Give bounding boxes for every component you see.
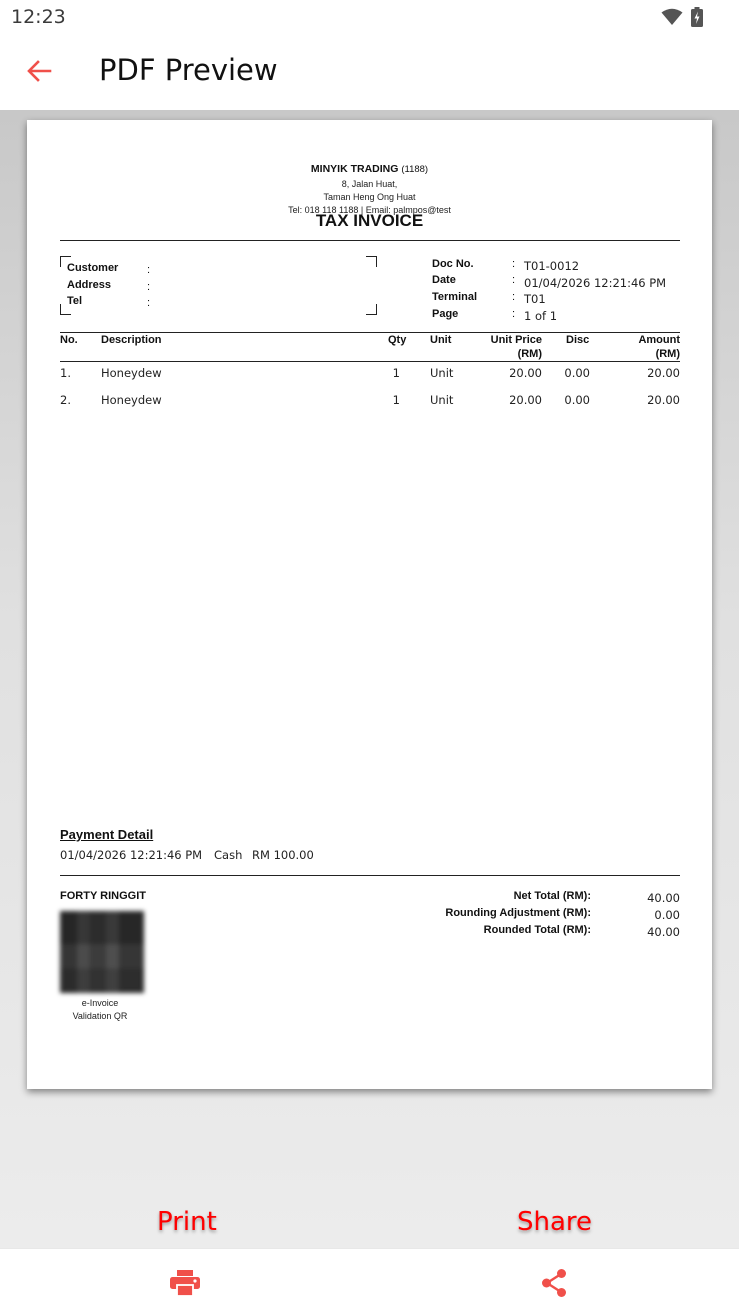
rounding-label: Rounding Adjustment (RM): <box>445 907 591 919</box>
col-unit-price-header: Unit Price <box>490 334 542 346</box>
company-reg: (1188) <box>401 164 429 175</box>
row-no: 2. <box>60 393 71 407</box>
status-time: 12:23 <box>11 6 66 28</box>
customer-label: Customer <box>67 262 119 274</box>
qr-caption <box>50 997 150 1023</box>
row-description: Honeydew <box>101 393 162 407</box>
col-unit-header: Unit <box>430 334 452 346</box>
bracket-corner <box>366 304 377 315</box>
page-label: Page <box>432 308 459 320</box>
colon: : <box>512 291 516 303</box>
share-label[interactable]: Share <box>517 1207 593 1237</box>
payment-datetime: 01/04/2026 12:21:46 PM <box>60 848 203 862</box>
wifi-icon <box>661 8 683 26</box>
share-icon <box>540 1268 568 1298</box>
row-qty: 1 <box>392 366 400 380</box>
col-no-header: No. <box>60 334 78 346</box>
payment-amount: RM 100.00 <box>252 848 314 862</box>
table-header-line <box>60 361 680 362</box>
row-unit: Unit <box>430 393 454 407</box>
rounded-total-label: Rounded Total (RM): <box>483 924 591 936</box>
doc-no-label: Doc No. <box>432 258 474 270</box>
row-disc: 0.00 <box>564 366 590 380</box>
row-unit-price: 20.00 <box>509 393 542 407</box>
row-amount: 20.00 <box>647 366 680 380</box>
row-unit-price: 20.00 <box>509 366 542 380</box>
qr-caption-line1: e-Invoice <box>81 998 119 1008</box>
qr-caption-line2: Validation QR <box>72 1011 128 1021</box>
company-contact: Tel: 018 118 1188 | Email: palmpos@test <box>288 205 451 215</box>
print-label[interactable]: Print <box>157 1207 217 1237</box>
arrow-back-icon <box>26 59 52 83</box>
tel-label: Tel <box>67 295 83 307</box>
invoice-title: TAX INVOICE <box>315 211 424 230</box>
status-bar <box>0 0 739 34</box>
col-amount-header: Amount <box>638 334 680 346</box>
net-total-value: 40.00 <box>647 891 680 905</box>
company-name-line <box>27 163 712 175</box>
row-qty: 1 <box>392 393 400 407</box>
page-title: PDF Preview <box>99 53 278 87</box>
address-label: Address <box>67 279 112 291</box>
doc-no-value: T01-0012 <box>524 259 580 273</box>
pdf-preview-area[interactable] <box>0 110 739 1248</box>
col-disc-header: Disc <box>566 334 590 346</box>
divider-line <box>60 875 680 876</box>
page-value: 1 of 1 <box>524 309 558 323</box>
colon: : <box>512 258 516 270</box>
colon: : <box>147 281 151 293</box>
table-top-line <box>60 332 680 333</box>
payment-method: Cash <box>214 848 243 862</box>
print-icon <box>170 1270 200 1296</box>
row-disc: 0.00 <box>564 393 590 407</box>
battery-charging-icon <box>691 7 703 27</box>
payment-detail-heading: Payment Detail <box>60 827 154 842</box>
col-qty-header: Qty <box>388 334 407 346</box>
company-address-1: 8, Jalan Huat, <box>341 179 398 189</box>
share-button[interactable] <box>536 1265 572 1301</box>
rounded-total-value: 40.00 <box>647 925 680 939</box>
company-address-2: Taman Heng Ong Huat <box>323 192 416 202</box>
bottom-action-bar <box>0 1248 739 1314</box>
date-value: 01/04/2026 12:21:46 PM <box>524 276 667 290</box>
print-button[interactable] <box>167 1265 203 1301</box>
row-amount: 20.00 <box>647 393 680 407</box>
status-icons <box>661 7 703 27</box>
colon: : <box>512 274 516 286</box>
col-unit-price-sub: (RM) <box>517 348 542 360</box>
app-bar <box>0 34 739 110</box>
row-no: 1. <box>60 366 71 380</box>
colon: : <box>512 308 516 320</box>
einvoice-qr-code <box>60 911 144 993</box>
col-description-header: Description <box>101 334 162 346</box>
terminal-value: T01 <box>524 292 546 306</box>
row-unit: Unit <box>430 366 454 380</box>
colon: : <box>147 297 151 309</box>
date-label: Date <box>432 274 456 286</box>
pdf-page <box>27 120 712 1089</box>
col-amount-sub: (RM) <box>655 348 680 360</box>
amount-in-words: FORTY RINGGIT <box>60 890 146 902</box>
colon: : <box>147 264 151 276</box>
back-button[interactable] <box>22 54 56 88</box>
bracket-corner <box>366 256 377 267</box>
rounding-value: 0.00 <box>654 908 680 922</box>
row-description: Honeydew <box>101 366 162 380</box>
net-total-label: Net Total (RM): <box>513 890 591 902</box>
terminal-label: Terminal <box>432 291 478 303</box>
divider-line <box>60 240 680 241</box>
company-name: MINYIK TRADING <box>310 163 399 175</box>
